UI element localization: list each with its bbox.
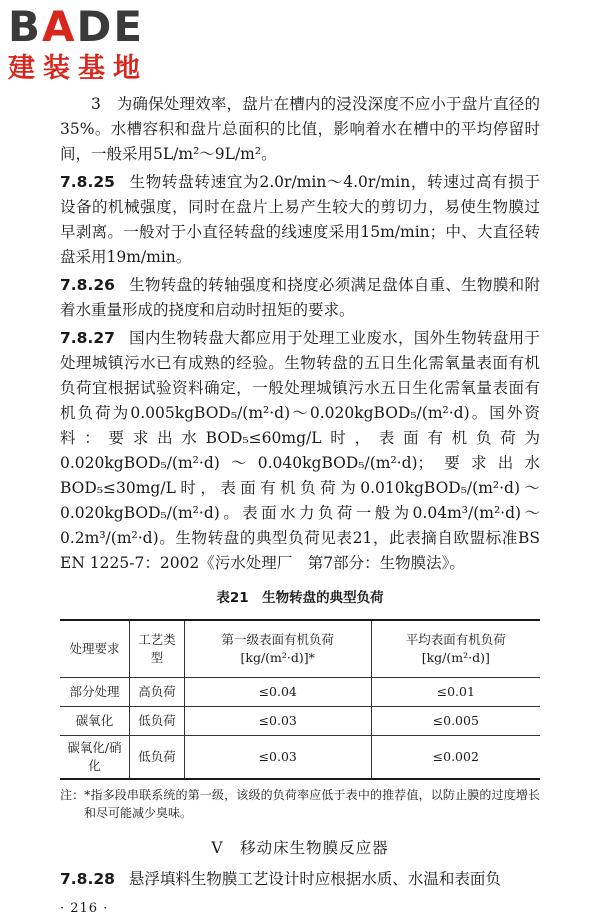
logo-wordmark xyxy=(8,4,178,50)
clause-7-8-26 xyxy=(60,273,540,323)
table-header-cell: 第一级表面有机负荷 [kg/(m²·d)]* xyxy=(184,620,371,678)
table-cell: ≤0.01 xyxy=(371,678,540,707)
table-cell: 碳氧化 xyxy=(60,707,130,736)
clause-7-8-25 xyxy=(60,170,540,270)
section-heading: V 移动床生物膜反应器 xyxy=(211,839,389,857)
table-cell: ≤0.03 xyxy=(184,736,371,780)
table-header-row xyxy=(60,620,540,678)
table-header-cell: 处理要求 xyxy=(60,620,130,678)
clause-text: 国内生物转盘大都应用于处理工业废水，国外生物转盘用于处理城镇污水已有成熟的经验。生物转盘的五日生化需氧量表面有机负荷宜根据试验资料确定，一般处理城镇污水五日生化需氧量表面有机负荷为0.005kgBOD₅/(m²·d)～0.020kgBOD₅/(m²·d)。国外资料：要求出水BOD₅≤60mg/L时，表面有机负荷为0.020kgBOD₅/(m²·d)～0.040kgBOD₅/(m²·d)；要求出水BOD₅≤30mg/L时，表面有机负荷为0.010kgBOD₅/(m²·d)～0.020kgBOD₅/(m²·d)。表面水力负荷一般为0.04m³/(m²·d)～0.2m³/(m²·d)。生物转盘的典型负荷见表21，此表摘自欧盟标准BS EN 1225-7：2002《污水处理厂 第7部分：生物膜法》。 xyxy=(60,329,540,572)
clause-text: 生物转盘转速宜为2.0r/min～4.0r/min，转速过高有损于设备的机械强度，同时在盘片上易产生较大的剪切力，易使生物膜过早剥离。一般对于小直径转盘的线速度采用15m/min；中、大直径转盘采用19m/min。 xyxy=(60,173,540,266)
clause-7-8-24-item-3: 3 为确保处理效率，盘片在槽内的浸没深度不应小于盘片直径的35%。水槽容积和盘片总面积的比值，影响着水在槽中的平均停留时间，一般采用5L/m²～9L/m²。 xyxy=(60,95,540,163)
clause-text: 生物转盘的转轴强度和挠度必须满足盘体自重、生物膜和附着水重量形成的挠度和启动时扭矩的要求。 xyxy=(60,276,540,319)
clause-number: 7.8.28 xyxy=(60,870,115,888)
table-header-cell: 工艺类型 xyxy=(130,620,185,678)
clause-7-8-27 xyxy=(60,326,540,576)
clause-number: 7.8.27 xyxy=(60,329,115,347)
logo-letter: DE xyxy=(76,2,145,51)
logo-letter: B xyxy=(8,2,43,51)
table-cell: ≤0.03 xyxy=(184,707,371,736)
logo-subtitle: 建装基地 xyxy=(8,53,148,84)
table-row xyxy=(60,678,540,707)
table-row xyxy=(60,736,540,780)
table-row xyxy=(60,707,540,736)
table-cell: ≤0.005 xyxy=(371,707,540,736)
table-cell: 低负荷 xyxy=(130,736,185,780)
typical-load-table xyxy=(60,619,540,780)
bade-logo xyxy=(8,4,178,90)
table-cell: ≤0.002 xyxy=(371,736,540,780)
table-header-cell: 平均表面有机负荷 [kg/(m²·d)] xyxy=(371,620,540,678)
table-cell: 碳氧化/硝化 xyxy=(60,736,130,780)
table-title: 表21 生物转盘的典型负荷 xyxy=(216,590,384,606)
table-cell: ≤0.04 xyxy=(184,678,371,707)
clause-text: 悬浮填料生物膜工艺设计时应根据水质、水温和表面负 xyxy=(128,870,501,888)
page-number: · 216 · xyxy=(60,901,109,916)
table-cell: 高负荷 xyxy=(130,678,185,707)
table-note: 注：*指多段串联系统的第一级，该级的负荷率应低于表中的推荐值，以防止膜的过度增长和尽可能减少臭味。 xyxy=(60,788,540,820)
clause-7-8-28 xyxy=(60,867,540,892)
table-cell: 部分处理 xyxy=(60,678,130,707)
logo-letter-accent: A xyxy=(42,2,77,51)
page-content xyxy=(60,92,540,921)
table-cell: 低负荷 xyxy=(130,707,185,736)
clause-number: 7.8.26 xyxy=(60,276,115,294)
clause-number: 7.8.25 xyxy=(60,173,115,191)
